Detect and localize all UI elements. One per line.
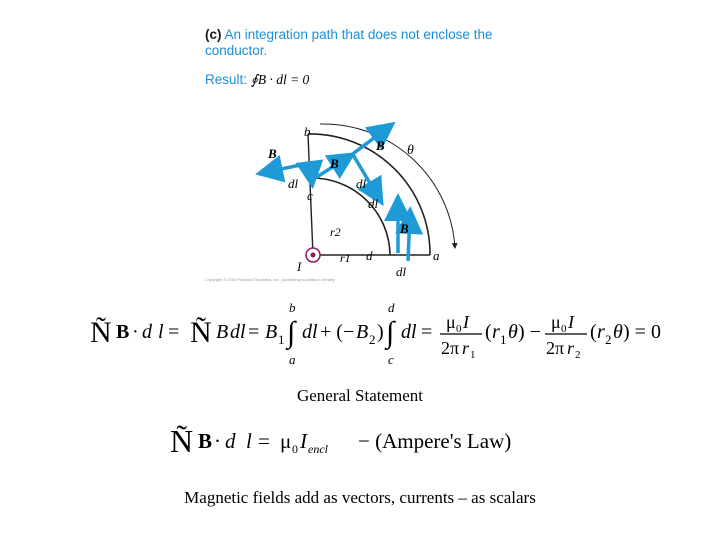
label-dl-c: dl bbox=[288, 176, 299, 191]
svg-text:I: I bbox=[463, 312, 469, 332]
svg-text:r: r bbox=[567, 338, 575, 358]
svg-text:μ: μ bbox=[280, 429, 292, 453]
svg-text:r: r bbox=[462, 338, 470, 358]
svg-text:− (Ampere's Law): − (Ampere's Law) bbox=[358, 429, 512, 453]
label-current: I bbox=[297, 259, 302, 274]
label-theta: θ bbox=[407, 143, 414, 158]
svg-text:1: 1 bbox=[278, 332, 285, 347]
inner-arc bbox=[311, 178, 390, 255]
svg-text:dl: dl bbox=[230, 321, 246, 343]
label-B-right: B bbox=[400, 221, 409, 236]
svg-text:B: B bbox=[198, 429, 213, 453]
svg-text:l: l bbox=[158, 321, 164, 343]
svg-text:=: = bbox=[168, 321, 180, 343]
label-d: d bbox=[366, 248, 373, 263]
svg-text:2: 2 bbox=[605, 332, 612, 347]
svg-text:θ: θ bbox=[508, 321, 518, 343]
svg-text:·: · bbox=[214, 429, 221, 453]
svg-text:B: B bbox=[356, 321, 369, 343]
svg-text:2π: 2π bbox=[441, 338, 460, 358]
svg-text:·: · bbox=[132, 321, 139, 343]
label-a: a bbox=[433, 248, 440, 263]
contour-symbol-1: Ñ bbox=[90, 316, 112, 349]
svg-text:B: B bbox=[116, 321, 130, 343]
svg-text:) −: ) − bbox=[518, 321, 541, 343]
caption-text: An integration path that does not enclose the conductor. bbox=[205, 27, 493, 58]
svg-text:2π: 2π bbox=[546, 338, 565, 358]
svg-text:c: c bbox=[388, 352, 394, 367]
svg-text:d: d bbox=[225, 429, 236, 453]
svg-text:B: B bbox=[265, 321, 278, 343]
svg-text:l: l bbox=[246, 429, 252, 453]
svg-text:=: = bbox=[248, 321, 260, 343]
svg-text:d: d bbox=[142, 321, 152, 343]
result-equation: ∮B · dl = 0 bbox=[250, 72, 310, 87]
contour-symbol-3: Ñ bbox=[170, 423, 194, 459]
svg-text:2: 2 bbox=[575, 349, 581, 361]
svg-text:) = 0: ) = 0 bbox=[623, 321, 661, 343]
svg-text:I: I bbox=[300, 429, 307, 453]
svg-text:0: 0 bbox=[456, 323, 462, 335]
label-c: c bbox=[307, 188, 313, 203]
integration-path-diagram bbox=[250, 118, 480, 278]
result-line bbox=[205, 72, 309, 88]
svg-text:): ) bbox=[377, 321, 384, 343]
current-dot bbox=[311, 253, 316, 258]
svg-text:μ: μ bbox=[551, 312, 561, 332]
label-r1: r1 bbox=[340, 251, 351, 265]
label-dl-mid: dl bbox=[356, 176, 367, 191]
svg-text:(: ( bbox=[590, 321, 597, 343]
label-r2: r2 bbox=[330, 225, 341, 239]
svg-text:=: = bbox=[258, 429, 270, 453]
vector-dl-c bbox=[310, 166, 312, 182]
svg-text:+ (−: + (− bbox=[320, 321, 355, 343]
svg-text:encl: encl bbox=[308, 442, 328, 456]
svg-text:2: 2 bbox=[369, 332, 376, 347]
svg-text:r: r bbox=[597, 321, 605, 343]
svg-text:b: b bbox=[289, 300, 296, 315]
svg-text:1: 1 bbox=[470, 349, 476, 361]
label-b: b bbox=[304, 124, 311, 139]
svg-text:a: a bbox=[289, 352, 296, 367]
svg-text:0: 0 bbox=[561, 323, 567, 335]
svg-text:=: = bbox=[421, 321, 433, 343]
label-dl-arc: dl bbox=[368, 196, 379, 211]
copyright-text: Copyright © 2004 Pearson Education, Inc., publishing as Addison Wesley bbox=[205, 277, 335, 282]
svg-text:r: r bbox=[492, 321, 500, 343]
svg-text:d: d bbox=[388, 300, 395, 315]
contour-symbol-2: Ñ bbox=[190, 316, 212, 349]
label-B-left: B bbox=[268, 146, 277, 161]
figure-caption bbox=[205, 27, 535, 59]
label-B-top: B bbox=[376, 138, 385, 153]
svg-text:dl: dl bbox=[302, 321, 318, 343]
label-B-mid: B bbox=[330, 156, 339, 171]
svg-text:0: 0 bbox=[292, 442, 298, 456]
vector-B-left bbox=[262, 163, 310, 173]
svg-text:(: ( bbox=[485, 321, 492, 343]
svg-text:B: B bbox=[216, 321, 229, 343]
svg-text:1: 1 bbox=[500, 332, 507, 347]
svg-text:dl: dl bbox=[401, 321, 417, 343]
general-statement-heading: General Statement bbox=[296, 386, 424, 405]
svg-text:I: I bbox=[568, 312, 574, 332]
amperes-law-equation bbox=[170, 412, 550, 462]
svg-text:θ: θ bbox=[613, 321, 623, 343]
line-integral-equation bbox=[90, 298, 680, 370]
caption-label: (c) bbox=[205, 27, 222, 42]
label-dl-d: dl bbox=[396, 264, 407, 278]
svg-text:∫: ∫ bbox=[287, 316, 296, 349]
svg-text:μ: μ bbox=[446, 312, 456, 332]
result-label: Result: bbox=[205, 72, 248, 87]
svg-text:∫: ∫ bbox=[386, 316, 395, 349]
footer-note: Magnetic fields add as vectors, currents – as scalars bbox=[184, 488, 536, 507]
